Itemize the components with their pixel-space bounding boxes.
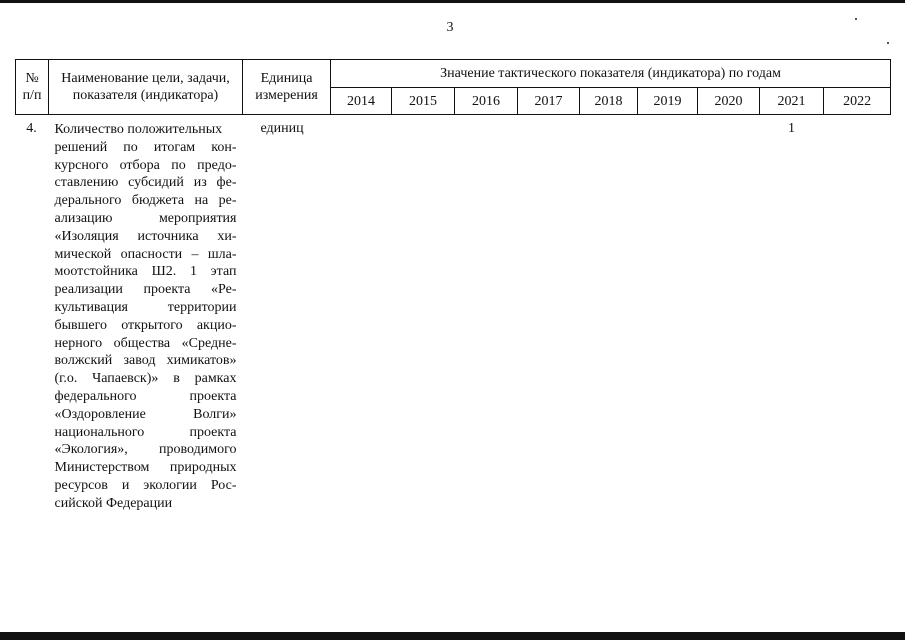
row-value-2020 [698, 115, 760, 514]
indicator-name-line: мической опасности – шла- [54, 246, 237, 262]
header-year: 2015 [392, 88, 455, 115]
indicator-name-line: национального проекта [54, 424, 237, 440]
indicator-name-line: (г.о. Чапаевск)» в рамках [54, 371, 237, 387]
indicator-name-line: «Изоляция источника хи- [54, 228, 237, 244]
row-indicator-name [49, 115, 243, 514]
indicator-name-line: «Оздоровление Волги» [54, 406, 237, 422]
header-name-line: Наименование цели, задачи, [61, 71, 230, 86]
header-year: 2017 [518, 88, 580, 115]
header-number-line: № [25, 71, 39, 86]
row-value-2018 [580, 115, 638, 514]
header-name-line: показателя (индикатора) [72, 88, 219, 103]
page-number: 3 [446, 20, 454, 35]
row-value-2017 [518, 115, 580, 514]
indicator-name-line: культивация территории [54, 299, 237, 315]
indicator-name-line: волжский завод химикатов» [54, 353, 237, 369]
indicator-name-line: нерного общества «Средне- [54, 335, 237, 351]
indicator-name-line: ализацию мероприятия [54, 210, 237, 226]
header-unit-line: Единица [260, 71, 313, 86]
row-value-2015 [392, 115, 455, 514]
header-year: 2022 [824, 88, 891, 115]
header-number [16, 60, 49, 115]
header-number-line: п/п [22, 88, 42, 103]
indicator-name-line: решений по итогам кон- [54, 139, 237, 155]
header-values-group: Значение тактического показателя (индикатора) по годам [331, 60, 891, 88]
indicator-name-line: ставлению субсидий из фе- [54, 175, 237, 191]
scan-speck [887, 42, 889, 44]
header-unit-line: измерения [255, 88, 318, 103]
indicator-name-line: сийской Федерации [54, 495, 173, 511]
indicator-name-line: Министерством природных [54, 460, 237, 476]
table-row [16, 115, 891, 514]
header-year: 2016 [455, 88, 518, 115]
header-year: 2014 [331, 88, 392, 115]
header-year: 2021 [760, 88, 824, 115]
top-border-line [0, 0, 905, 3]
indicator-name-line: моотстойника Ш2. 1 этап [54, 264, 237, 280]
indicator-name-line: курсного отбора по предо- [54, 157, 237, 173]
row-number: 4. [26, 121, 37, 136]
row-value-2014 [331, 115, 392, 514]
header-year: 2019 [638, 88, 698, 115]
header-unit [243, 60, 331, 115]
indicator-name-line: ресурсов и экологии Рос- [54, 477, 237, 493]
header-row-top [16, 60, 891, 88]
header-name [49, 60, 243, 115]
indicator-name-line: федерального проекта [54, 388, 237, 404]
row-value-2016 [455, 115, 518, 514]
row-value-2022 [824, 115, 891, 514]
indicator-name-line: дерального бюджета на ре- [54, 193, 237, 209]
scan-speck [855, 18, 857, 20]
indicator-name-line: реализации проекта «Ре- [54, 282, 237, 298]
indicator-name-line: «Экология», проводимого [54, 442, 237, 458]
row-value-2019 [638, 115, 698, 514]
indicator-name-line: Количество положительных [54, 122, 223, 137]
row-unit: единиц [260, 121, 304, 136]
indicator-table [15, 59, 891, 514]
header-year: 2020 [698, 88, 760, 115]
bottom-border-line [0, 632, 905, 640]
header-year: 2018 [580, 88, 638, 115]
row-value-2021: 1 [788, 121, 795, 136]
indicator-name-line: бывшего открытого акцио- [54, 317, 237, 333]
